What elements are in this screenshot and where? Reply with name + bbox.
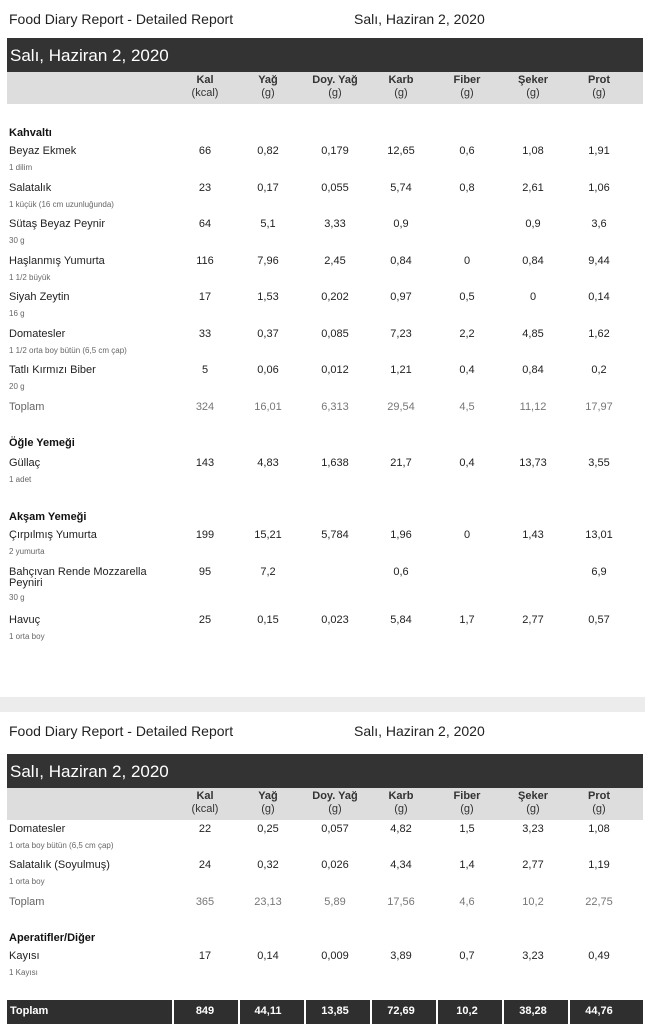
cell-value: 0,37 [257, 328, 279, 340]
cell-value: 17 [198, 291, 212, 303]
cell-value: 0,8 [459, 182, 475, 194]
cell-value: 3,23 [522, 823, 544, 835]
cell-value: 0,055 [321, 182, 349, 194]
column-unit: (g) [460, 87, 474, 99]
serving-note: 30 g [9, 593, 25, 602]
cell-value: 0,202 [321, 291, 349, 303]
cell-value: 5,74 [390, 182, 412, 194]
report-date: Salı, Haziran 2, 2020 [354, 11, 485, 27]
day-title: Salı, Haziran 2, 2020 [10, 762, 169, 781]
report-header [0, 0, 645, 38]
cell-value: 64 [198, 218, 212, 230]
cell-value: 0,06 [257, 364, 279, 376]
report-title: Food Diary Report - Detailed Report [9, 723, 234, 739]
grand-total-value: 13,85 [321, 1005, 349, 1017]
column-header-cell [233, 790, 303, 816]
serving-note: 1 orta boy bütün (6,5 cm çap) [9, 841, 114, 850]
grand-total-value: 849 [195, 1005, 215, 1017]
cell-value: 17,97 [585, 401, 613, 413]
column-header-cell [300, 74, 370, 100]
grand-total-value: 10,2 [456, 1005, 478, 1017]
food-name: Beyaz Ekmek [9, 145, 77, 157]
serving-note: 2 yumurta [9, 547, 45, 556]
cell-value: 3,33 [324, 218, 346, 230]
column-header-cell [366, 74, 436, 100]
cell-value: 9,44 [588, 255, 610, 267]
column-unit: (kcal) [191, 87, 219, 99]
cell-value: 17 [198, 950, 212, 962]
cell-value: 0 [463, 255, 471, 267]
serving-note: 1 orta boy [9, 632, 45, 641]
cell-value: 0,57 [588, 614, 610, 626]
food-name: Güllaç [9, 457, 41, 469]
cell-value: 0,179 [321, 145, 349, 157]
cell-value: 0,9 [393, 218, 409, 230]
food-name: Tatlı Kırmızı Biber [9, 364, 96, 376]
column-name: Kal [196, 74, 214, 86]
cell-value: 7,96 [257, 255, 279, 267]
cell-value: 6,9 [591, 566, 607, 578]
report-title: Food Diary Report - Detailed Report [9, 11, 234, 27]
cell-value: 33 [198, 328, 212, 340]
column-unit: (g) [394, 87, 408, 99]
cell-value: 4,34 [390, 859, 412, 871]
column-name: Doy. Yağ [312, 790, 358, 802]
cell-value: 0,84 [390, 255, 412, 267]
report-date: Salı, Haziran 2, 2020 [354, 723, 485, 739]
food-name: Domatesler [9, 823, 66, 835]
cell-value: 0,97 [390, 291, 412, 303]
cell-value: 1,08 [522, 145, 544, 157]
cell-value: 5,1 [260, 218, 276, 230]
column-name: Doy. Yağ [312, 74, 358, 86]
cell-value: 1,06 [588, 182, 610, 194]
report-header [0, 712, 645, 750]
cell-value: 143 [195, 457, 215, 469]
food-name: Salatalık [9, 182, 52, 194]
cell-value: 0,32 [257, 859, 279, 871]
column-header-cell [170, 790, 240, 816]
serving-note: 20 g [9, 382, 25, 391]
report-page-2 [0, 712, 645, 1024]
section-title: Akşam Yemeği [9, 511, 87, 523]
serving-note: 1 1/2 orta boy bütün (6,5 cm çap) [9, 346, 127, 355]
column-name: Kal [196, 790, 214, 802]
cell-value: 23,13 [254, 896, 282, 908]
cell-value: 0,7 [459, 950, 475, 962]
section-title: Öğle Yemeği [9, 437, 75, 449]
cell-value: 3,89 [390, 950, 412, 962]
cell-value: 0,25 [257, 823, 279, 835]
cell-value: 4,82 [390, 823, 412, 835]
day-title-bar [7, 38, 643, 72]
column-header-cell [170, 74, 240, 100]
column-header-cell [564, 74, 634, 100]
food-name-line2: Peyniri [9, 577, 43, 589]
cell-value: 2,2 [459, 328, 475, 340]
cell-value: 1,08 [588, 823, 610, 835]
food-name: Haşlanmış Yumurta [9, 255, 105, 267]
cell-value: 1,19 [588, 859, 610, 871]
cell-value: 3,55 [588, 457, 610, 469]
cell-value: 4,85 [522, 328, 544, 340]
cell-value: 0,026 [321, 859, 349, 871]
column-header-cell [233, 74, 303, 100]
cell-value: 13,73 [519, 457, 547, 469]
column-header-cell [564, 790, 634, 816]
column-name: Fiber [453, 74, 481, 86]
cell-value: 16,01 [254, 401, 282, 413]
column-name: Karb [388, 74, 414, 86]
cell-value: 1,5 [459, 823, 475, 835]
cell-value: 0,057 [321, 823, 349, 835]
cell-value: 6,313 [321, 401, 349, 413]
cell-value: 7,2 [260, 566, 276, 578]
column-name: Şeker [518, 74, 548, 86]
cell-value: 22 [198, 823, 212, 835]
column-name: Yağ [258, 790, 278, 802]
cell-value: 0,82 [257, 145, 279, 157]
total-label: Toplam [9, 401, 45, 413]
cell-value: 0,14 [588, 291, 610, 303]
serving-note: 16 g [9, 309, 25, 318]
column-header-cell [498, 790, 568, 816]
food-name: Bahçıvan Rende Mozzarella [9, 566, 147, 578]
cell-value: 0 [463, 529, 471, 541]
cell-value: 29,54 [387, 401, 415, 413]
column-unit: (g) [592, 803, 606, 815]
cell-value: 0,6 [393, 566, 409, 578]
cell-value: 3,23 [522, 950, 544, 962]
column-header [7, 72, 643, 104]
cell-value: 10,2 [522, 896, 544, 908]
food-name: Kayısı [9, 950, 40, 962]
cell-value: 17,56 [387, 896, 415, 908]
serving-note: 30 g [9, 236, 25, 245]
cell-value: 0,17 [257, 182, 279, 194]
cell-value: 199 [195, 529, 215, 541]
column-header-cell [498, 74, 568, 100]
column-name: Karb [388, 790, 414, 802]
column-unit: (g) [261, 87, 275, 99]
grand-total-bar [7, 1000, 643, 1024]
cell-value: 22,75 [585, 896, 613, 908]
cell-value: 4,5 [459, 401, 475, 413]
cell-value: 1,62 [588, 328, 610, 340]
cell-value: 0 [529, 291, 537, 303]
column-divider [502, 1000, 504, 1024]
column-unit: (g) [328, 87, 342, 99]
column-header-cell [366, 790, 436, 816]
serving-note: 1 Kayısı [9, 968, 38, 977]
cell-value: 0,012 [321, 364, 349, 376]
column-divider [172, 1000, 174, 1024]
column-header-cell [432, 74, 502, 100]
serving-note: 1 küçük (16 cm uzunluğunda) [9, 200, 114, 209]
cell-value: 0,84 [522, 255, 544, 267]
column-name: Fiber [453, 790, 481, 802]
day-title-bar [7, 754, 643, 788]
cell-value: 0,5 [459, 291, 475, 303]
column-divider [304, 1000, 306, 1024]
cell-value: 2,61 [522, 182, 544, 194]
column-divider [238, 1000, 240, 1024]
cell-value: 5,89 [324, 896, 346, 908]
column-divider [370, 1000, 372, 1024]
food-name: Çırpılmış Yumurta [9, 529, 97, 541]
cell-value: 5 [201, 364, 209, 376]
cell-value: 24 [198, 859, 212, 871]
column-unit: (g) [526, 803, 540, 815]
cell-value: 23 [198, 182, 212, 194]
cell-value: 0,085 [321, 328, 349, 340]
cell-value: 7,23 [390, 328, 412, 340]
food-name: Havuç [9, 614, 41, 626]
column-unit: (g) [460, 803, 474, 815]
column-unit: (g) [328, 803, 342, 815]
cell-value: 66 [198, 145, 212, 157]
cell-value: 0,4 [459, 457, 475, 469]
food-name: Siyah Zeytin [9, 291, 70, 303]
grand-total-value: 72,69 [387, 1005, 415, 1017]
column-divider [436, 1000, 438, 1024]
cell-value: 4,6 [459, 896, 475, 908]
cell-value: 2,45 [324, 255, 346, 267]
cell-value: 2,77 [522, 614, 544, 626]
cell-value: 12,65 [387, 145, 415, 157]
day-title: Salı, Haziran 2, 2020 [10, 46, 169, 65]
cell-value: 0,009 [321, 950, 349, 962]
cell-value: 25 [198, 614, 212, 626]
column-divider [568, 1000, 570, 1024]
cell-value: 1,43 [522, 529, 544, 541]
cell-value: 95 [198, 566, 212, 578]
cell-value: 365 [195, 896, 215, 908]
column-name: Prot [588, 74, 610, 86]
total-label: Toplam [9, 896, 45, 908]
cell-value: 5,84 [390, 614, 412, 626]
column-unit: (g) [592, 87, 606, 99]
cell-value: 2,77 [522, 859, 544, 871]
page-separator [0, 697, 645, 712]
grand-total-value: 38,28 [519, 1005, 547, 1017]
section-title: Kahvaltı [9, 127, 52, 139]
cell-value: 3,6 [591, 218, 607, 230]
serving-note: 1 dilim [9, 163, 33, 172]
cell-value: 0,9 [525, 218, 541, 230]
cell-value: 0,4 [459, 364, 475, 376]
serving-note: 1 adet [9, 475, 32, 484]
column-name: Prot [588, 790, 610, 802]
column-name: Şeker [518, 790, 548, 802]
food-name: Sütaş Beyaz Peynir [9, 218, 105, 230]
cell-value: 0,15 [257, 614, 279, 626]
cell-value: 13,01 [585, 529, 613, 541]
cell-value: 1,21 [390, 364, 412, 376]
cell-value: 15,21 [254, 529, 282, 541]
food-name: Domatesler [9, 328, 66, 340]
column-unit: (g) [261, 803, 275, 815]
cell-value: 5,784 [321, 529, 349, 541]
column-header-cell [432, 790, 502, 816]
cell-value: 21,7 [390, 457, 412, 469]
column-header-cell [300, 790, 370, 816]
grand-total-value: 44,11 [254, 1005, 282, 1017]
cell-value: 1,53 [257, 291, 279, 303]
column-unit: (g) [394, 803, 408, 815]
cell-value: 0,49 [588, 950, 610, 962]
cell-value: 0,14 [257, 950, 279, 962]
cell-value: 0,6 [459, 145, 475, 157]
column-unit: (g) [526, 87, 540, 99]
cell-value: 1,96 [390, 529, 412, 541]
cell-value: 1,91 [588, 145, 610, 157]
column-name: Yağ [258, 74, 278, 86]
cell-value: 0,2 [591, 364, 607, 376]
column-unit: (kcal) [191, 803, 219, 815]
cell-value: 4,83 [257, 457, 279, 469]
serving-note: 1 orta boy [9, 877, 45, 886]
serving-note: 1 1/2 büyük [9, 273, 51, 282]
cell-value: 1,7 [459, 614, 475, 626]
cell-value: 11,12 [519, 401, 547, 413]
cell-value: 1,4 [459, 859, 475, 871]
grand-total-label: Toplam [10, 1005, 49, 1017]
section-title: Aperatifler/Diğer [9, 932, 96, 944]
cell-value: 0,023 [321, 614, 349, 626]
cell-value: 1,638 [321, 457, 349, 469]
cell-value: 324 [195, 401, 215, 413]
column-header [7, 788, 643, 820]
food-name: Salatalık (Soyulmuş) [9, 859, 110, 871]
cell-value: 116 [196, 255, 214, 267]
cell-value: 0,84 [522, 364, 544, 376]
grand-total-value: 44,76 [585, 1005, 613, 1017]
